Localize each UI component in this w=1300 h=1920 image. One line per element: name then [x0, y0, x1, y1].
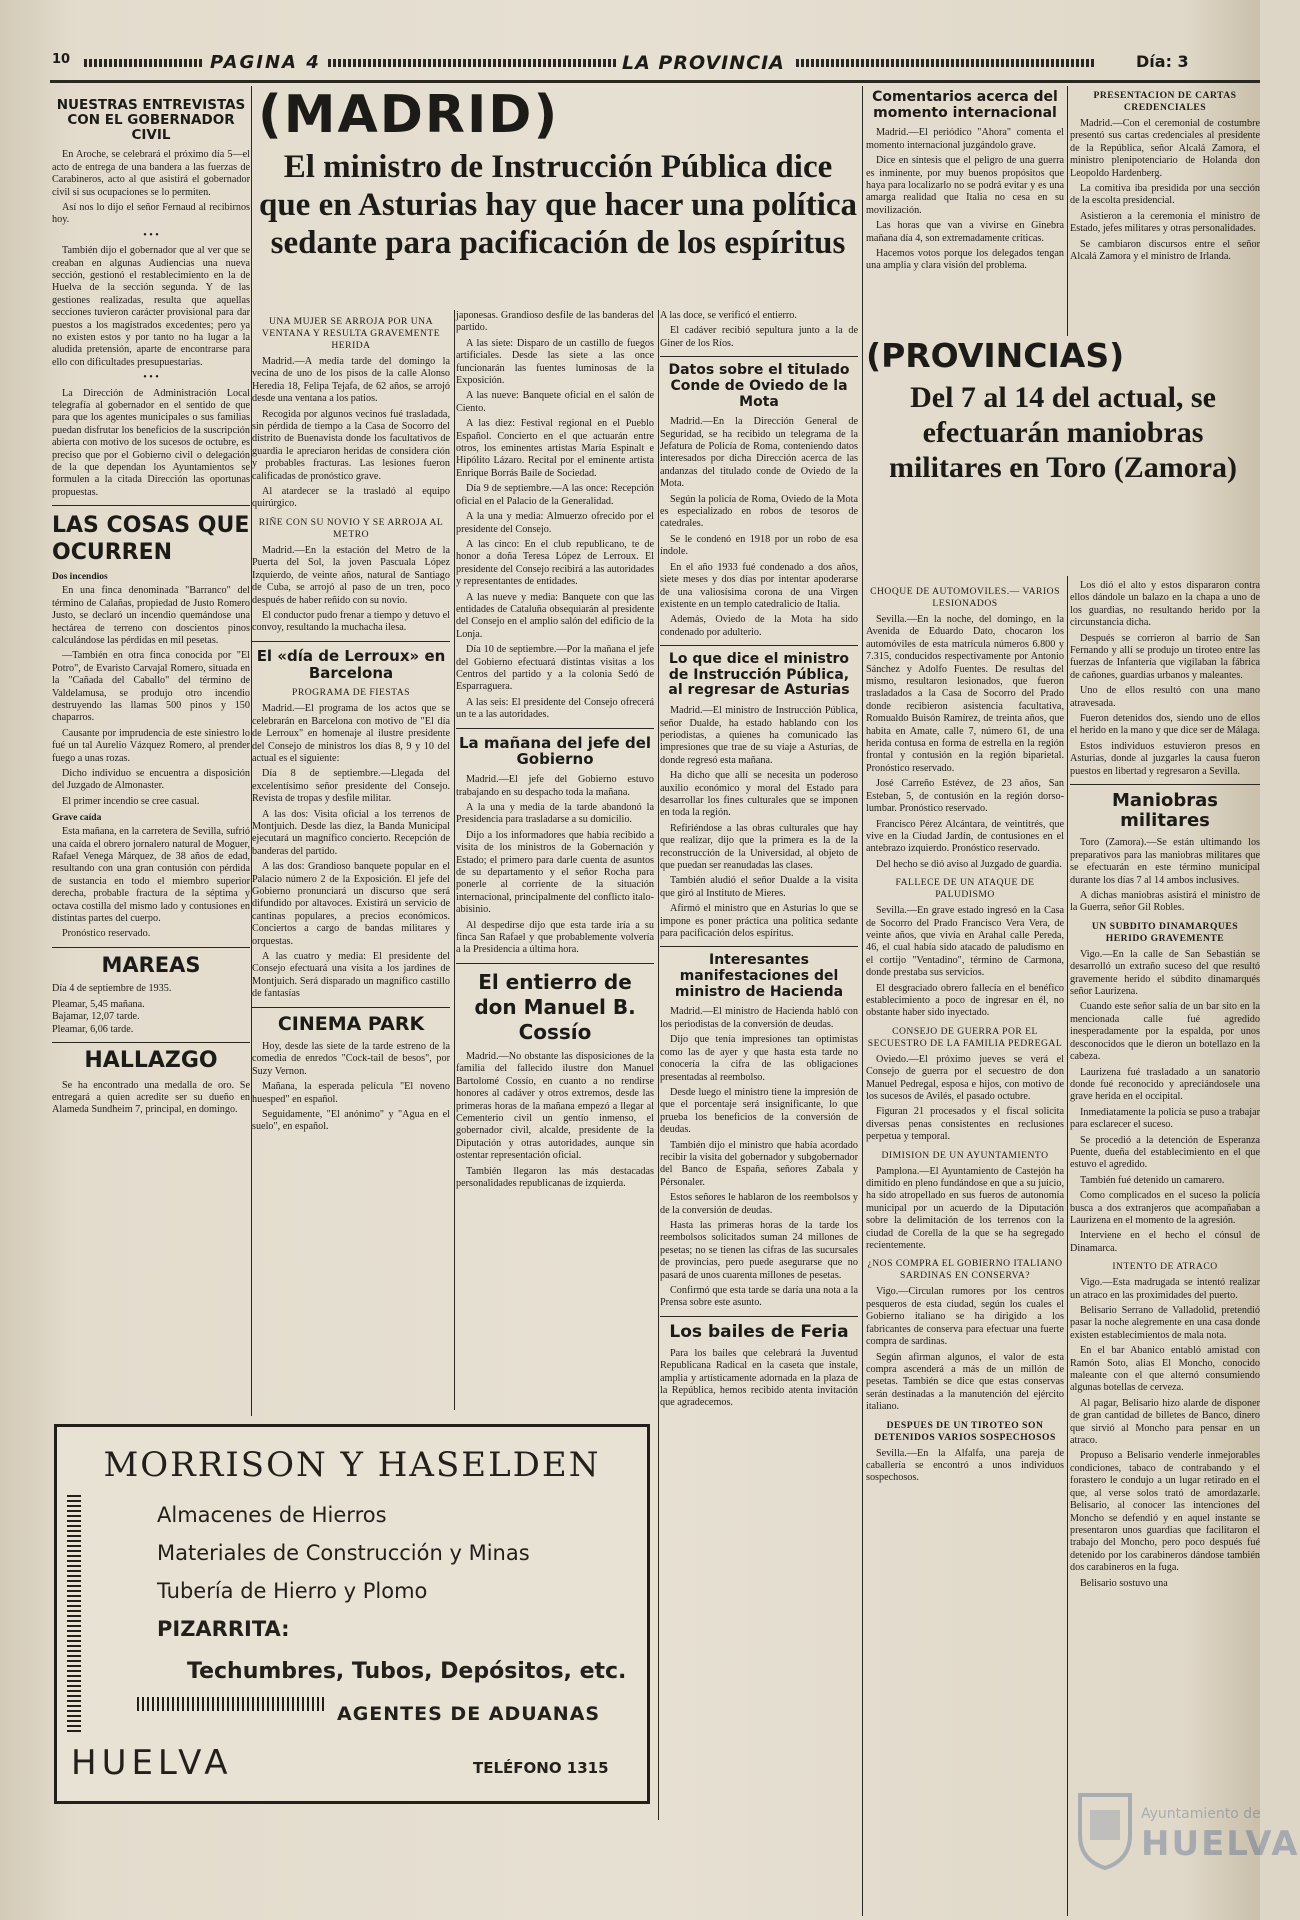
- section-title-mareas: MAREAS: [101, 952, 201, 977]
- paragraph: Oviedo.—El próximo jueves se verá el Consejo de guerra por el secuestro de don Manuel Pedregal, esposa e hijos, con motivo de los sucesos de Avilés, el pasado octubre.: [866, 1053, 1064, 1102]
- paragraph: Madrid.—El programa de los actos que se celebrarán en Barcelona con motivo de "El día de Lerroux" en homenaje al ilustre presidente del Consejo de ministros los días 8, 9 y 10 del actual es el siguiente:: [252, 703, 450, 764]
- column-2: [252, 310, 450, 1410]
- paragraph: Seguidamente, "El anónimo" y "Agua en el suelo", en español.: [252, 1108, 450, 1133]
- paragraph: Además, Oviedo de la Mota ha sido condenado por adulterio.: [660, 614, 858, 638]
- paragraph: A las dos: Visita oficial a los terrenos de Montjuich. Desde las diez, la Banda Municipal ejecutará un magnífico concierto. Recepción de banderas del partido.: [252, 808, 450, 857]
- paragraph: Propuso a Belisario venderle inmejorables condiciones, tabaco de contrabando y el forastero le condujo a un lugar retirado en el que, al verse solos trató de amordazarle. Belisario, al conocer las intenciones del Moncho se defendió y en aquel instante se presentaron unos guardias que facilitaron el trabajo del Moncho, pero poco después fué detenido por los carabineros dándose también dos carabineros en la fuga.: [1070, 1450, 1260, 1574]
- headline-lerroux: El «día de Lerroux» en Barcelona: [256, 646, 446, 682]
- paragraph: También llegaron las más destacadas personalidades republicanas de izquierda.: [456, 1165, 654, 1189]
- paragraph: A las nueve y media: Banquete con que las entidades de Cataluña obsequiarán al presidente del Consejo en el amplio salón del edificio de la Lonja.: [456, 591, 654, 640]
- paragraph: Interviene en el hecho el cónsul de Dinamarca.: [1070, 1230, 1260, 1254]
- paragraph: Se ha encontrado una medalla de oro. Se entregará a quien acredite ser su dueño en Alameda Sundheim 7, principal, en domingo.: [52, 1079, 250, 1116]
- paragraph: Dijo a los informadores que había recibido a visita de los ministros de la Gobernación y Estado; el primero para darle cuenta de asuntos de su departamento y el señor Rocha para ponerle al corriente de la situación internacional, principalmente del conflicto italo-abisinio.: [456, 829, 654, 916]
- paragraph: Vigo.—En la calle de San Sebastián se desarrolló un extraño suceso del que resultó gravemente herido el súbdito dinamarqués señor Laurizena.: [1070, 948, 1260, 998]
- column-rule: [862, 86, 863, 1916]
- headline-cinema: CINEMA PARK: [277, 1012, 425, 1035]
- paragraph: Refiriéndose a las obras culturales que hay que realizar, dijo que la primera es la de la reconstrucción de la Universidad, al objeto de que puedan ser reanudadas las clases.: [660, 822, 858, 872]
- divider: [456, 728, 654, 729]
- paragraph: José Carreño Estévez, de 23 años, San Esteban, 5, de contusión en la región dorso-lumbar. Pronóstico reservado.: [866, 778, 1064, 815]
- paragraph: Pronóstico reservado.: [62, 928, 151, 940]
- paragraph: Laurizena fué trasladado a un sanatorio donde fué reconocido y apreciándosele una grave herida en el occipital.: [1070, 1066, 1260, 1103]
- paragraph: Francisco Pérez Alcántara, de veintitrés, que vive en la Ciudad Jardín, de contusiones en el antebrazo izquierdo. Pronóstico reservado.: [866, 818, 1064, 855]
- paragraph: Sevilla.—En la noche, del domingo, en la Avenida de Eduardo Dato, chocaron los automóviles de esta matrícula números 6.800 y 7.315, conducidos respectivamente por Antonio Sánchez y Adolfo Fuentes. De resultas del mismo, resultaron lesionados, que fueron trasladados a la Casa de Socorro del Prado donde recibieron asistencia facultativa, Romualdo Buisón Ramírez, de treinta años, que habita en Amate, calle 7, número 61, de una herida contusa en forma de estrella en la región frontal y contusión en la región biparietal. Pronóstico reservado.: [866, 614, 1064, 774]
- paragraph: Según la policía de Roma, Oviedo de la Mota es especializado en robos de tesoros de catedrales.: [660, 493, 858, 530]
- paragraph: Sevilla.—En la Alfalfa, una pareja de caballería se encontró a unos individuos sospechosos.: [866, 1447, 1064, 1484]
- paragraph: Dice en síntesis que el peligro de una guerra es inminente, por muy buenos propósitos que haya para localizarlo no se podrá evitar y es una amarga realidad que Italia no cesa en su movilización.: [866, 155, 1064, 216]
- section-title-cosas: LAS COSAS QUE OCURREN: [52, 513, 250, 566]
- paragraph: En el bar Abanico entabló amistad con Ramón Soto, alias El Moncho, conocido maleante con el que alternó consumiendo algunas botellas de cerveza.: [1070, 1345, 1260, 1394]
- divider: [660, 1316, 858, 1317]
- paragraph: Día 10 de septiembre.—Por la mañana el jefe del Gobierno efectuará distintas visitas a los Centros del partido y a la colonia Sedó de Esparraguera.: [456, 644, 654, 693]
- paragraph: El desgraciado obrero fallecía en el benéfico establecimiento a poco de ingresar en él, no obstante haber sido inyectado.: [866, 982, 1064, 1019]
- paragraph: También aludió el señor Dualde a la visita que giró al Instituto de Mieres.: [660, 875, 858, 899]
- column-rule: [658, 310, 659, 1820]
- paragraph: Toro (Zamora).—Se están ultimando los preparativos para las maniobras militares que se efectuarán en este término municipal durante los días 7 al 14 ambos inclusives.: [1070, 837, 1260, 886]
- divider: [52, 1042, 250, 1043]
- subhead-paludismo: FALLECE DE UN ATAQUE DE PALUDISMO: [895, 877, 1035, 901]
- paragraph: Inmediatamente la policía se puso a trabajar para esclarecer el suceso.: [1070, 1106, 1260, 1131]
- madrid-banner: [258, 86, 858, 306]
- section-title-hallazgo: HALLAZGO: [84, 1048, 218, 1073]
- subhead-consejo: CONSEJO DE GUERRA POR EL SECUESTRO DE LA FAMILIA PEDREGAL: [867, 1025, 1063, 1049]
- paragraph: Ha dicho que allí se necesita un poderoso auxilio económico y moral del Estado para desarrollar los fines culturales que se imponen en toda la región.: [660, 770, 858, 819]
- subhead-mujer: UNA MUJER SE ARROJA POR UNA VENTANA Y RESULTA GRAVEMENTE HERIDA: [261, 316, 441, 351]
- paragraph: Madrid.—El periódico "Ahora" comenta el momento internacional juzgándolo grave.: [866, 127, 1064, 151]
- paragraph: Las horas que van a vivirse en Ginebra mañana día 4, son extremadamente críticas.: [866, 220, 1064, 244]
- subhead-dimision: DIMISION DE UN AYUNTAMIENTO: [881, 1149, 1049, 1161]
- subhead-caida: Grave caída: [52, 813, 102, 824]
- paragraph: Madrid.—No obstante las disposiciones de la familia del fallecido ilustre don Manuel Bartolomé Cossío, en cuanto a no rendirse honores al cadáver y otros extremos, desde las primeras horas de la mañana empezó a llegar al Cementerio civil un gentío inmenso, el gobernador civil, alcalde, presidente de la Diputación y otras autoridades, aunque sin ostentar representación oficial.: [456, 1050, 654, 1162]
- masthead-ornament-right: [796, 59, 1096, 67]
- column-5-top: [866, 84, 1064, 334]
- paragraph: Mañana, la esperada película "El noveno huesped" en español.: [252, 1081, 450, 1105]
- divider: [456, 963, 654, 964]
- page-number: 10: [52, 52, 71, 67]
- paragraph: Día 9 de septiembre.—A las once: Recepción oficial en el Palacio de la Generalidad.: [456, 483, 654, 507]
- paragraph: Para los bailes que celebrará la Juventud Republicana Radical en la caseta que instale, amplia y artísticamente adornada en la plaza de la República, hemos recibido atenta invitación que agradecemos.: [660, 1347, 858, 1409]
- subhead-programa: PROGRAMA DE FIESTAS: [291, 687, 410, 699]
- paragraph: Sevilla.—En grave estado ingresó en la Casa de Socorro del Prado Francisco Vera Vera, de veinte años, que vivía en Arahal calle Pereda, 46, el cual había sido atacado de paludismo en el cortijo "Ventadino", término de Carmona, donde prestaba sus servicios.: [866, 905, 1064, 979]
- paragraph: Belisario Serrano de Valladolid, pretendió pasar la noche alegremente en una casa donde existen establecimientos de mala nota.: [1070, 1305, 1260, 1341]
- paragraph: Madrid.—Con el ceremonial de costumbre presentó sus cartas credenciales al presidente de la República, señor Alcalá Zamora, el ministro plenipotenciario de Holanda don Leopoldo Hardenberg.: [1070, 118, 1260, 179]
- column-rule: [454, 310, 455, 1410]
- subhead-sardinas: ¿NOS COMPRA EL GOBIERNO ITALIANO SARDINAS EN CONSERVA?: [867, 1258, 1063, 1282]
- ad-phone: TELÉFONO 1315: [473, 1759, 609, 1777]
- masthead-rule: [50, 80, 1260, 83]
- paragraph: Vigo.—Circulan rumores por los centros pesqueros de esta ciudad, según los cuales el Gobierno italiano se ha dirigido a los fabricantes de conserva para efectuar una fuerte compra de sardinas.: [866, 1286, 1064, 1348]
- tide-line: Pleamar, 6,06 tarde.: [52, 1023, 134, 1035]
- paragraph: Hasta las primeras horas de la tarde los reembolsos solicitados suman 24 millones de pesetas; no se tienen las cifras de las sucursales de provincias, pero puede asegurarse que no pasará de unos cuarenta millones de pesetas.: [660, 1219, 858, 1281]
- paragraph: Los dió el alto y estos dispararon contra ellos dándole un balazo en la chapa a uno de los guardias, no resultando herido por la circunstancia dicha.: [1070, 580, 1260, 629]
- paragraph: A las siete: Disparo de un castillo de fuegos artificiales. Desde las siete a las once funcionarán las fuentes luminosas de la Exposición.: [456, 337, 654, 387]
- paragraph: Estos individuos estuvieron presos en Asturias, donde al juzgarles la causa fueron puestos en libertad y regresaron a Sevilla.: [1070, 740, 1260, 777]
- paragraph: Del hecho se dió aviso al Juzgado de guardia.: [876, 858, 1062, 870]
- watermark-line1: Ayuntamiento de: [1141, 1806, 1261, 1822]
- paragraph: Esta mañana, en la carretera de Sevilla, sufrió una caída el obrero jornalero natural de Moguer, Rafael Venega Márquez, de 38 años de edad, resultando con una gran contusión con pérdida de sustancia en todo el miembro superior derecha, probable fractura de la séptima y octava costilla del mismo lado y contusiones en distintas partes del cuerpo.: [52, 826, 250, 925]
- paragraph: A las diez: Festival regional en el Pueblo Español. Concierto en el que actuarán entre otros, los eminentes artistas María Espinalt e Hipólito Lázaro. Recital por el eminente artista Enrique Borrás Baile de Sociedad.: [456, 418, 654, 479]
- paragraph: También dijo el gobernador que al ver que se creaban en algunas Audiencias una nueva sección, gestionó el restablecimiento en la de Huelva de la sección segunda. Y de las gestiones realizadas, resulta que aquellas secciones tuvieron carácter provisional para dar puestos a los magistrados excedentes; pero ya no existen estos y por tanto no ha lugar a la aludida pretensión, aparte de encontrarse para ello con dificultades presupuestarias.: [52, 245, 250, 368]
- paragraph: El cadáver recibió sepultura junto a la de Giner de los Ríos.: [660, 325, 858, 349]
- subhead-tiroteo: DESPUES DE UN TIROTEO SON DETENIDOS VARIOS SOSPECHOSOS: [874, 1419, 1056, 1443]
- paragraph: El conductor pudo frenar a tiempo y detuvo el convoy, resultando la muchacha ilesa.: [252, 609, 450, 634]
- column-6: [1070, 580, 1260, 1770]
- paragraph: Al despedirse dijo que esta tarde iría a su finca San Rafael y que probablemente volvería a la Presidencia a última hora.: [456, 919, 654, 956]
- paragraph: Según afirman algunos, el valor de esta compra ascenderá a más de un millón de pesetas. También se dice que estas conservas serán destinadas a la manutención del ejército italiano.: [866, 1351, 1064, 1413]
- paragraph: Asistieron a la ceremonia el ministro de Estado, jefes militares y otras personalidades.: [1070, 210, 1260, 235]
- ad-company: MORRISON Y HASELDEN: [103, 1445, 601, 1485]
- paragraph: Se cambiaron discursos entre el señor Alcalá Zamora y el ministro de Irlanda.: [1070, 238, 1260, 263]
- tide-line: Día 4 de septiembre de 1935.: [52, 983, 172, 995]
- headline-entrevistas: NUESTRAS ENTREVISTAS CON EL GOBERNADOR CIVIL: [56, 97, 246, 144]
- paragraph: —También en otra finca conocida por "El Potro", de Evaristo Carvajal Romero, situada en la "Cañada del Caballo" del término de Valdelamusa, se produjo otro incendio destruyendo las llamas 500 pinos y 150 chaparros.: [52, 650, 250, 724]
- paragraph: Estos señores le hablaron de los reembolsos y de la conversión de deudas.: [660, 1192, 858, 1216]
- column-5: [866, 580, 1064, 1915]
- paragraph: En una finca denominada "Barranco" del término de Calañas, propiedad de Justo Romero Justo, se declaró un incendio quemándose una hectárea de terreno con doscientos pinos calculándose las pérdidas en mil pesetas.: [52, 585, 250, 646]
- paragraph: Pamplona.—El Ayuntamiento de Castejón ha dimitido en pleno fundándose en que a su juicio, ha sido atropellado en sus fueros de autonomía municipal por un acuerdo de la Diputación sobre la delimitación de los terrenos con la ciudad de Corella de la que se ha segregado recientemente.: [866, 1165, 1064, 1252]
- paragraph: Dijo que tenía impresiones tan optimistas como las de ayer y que hasta esta tarde no conocería la cifra de las obligaciones presentadas al reembolso.: [660, 1034, 858, 1083]
- column-4: [660, 310, 858, 1820]
- subhead-credenciales: PRESENTACION DE CARTAS CREDENCIALES: [1093, 90, 1237, 113]
- page-label: PAGINA 4: [210, 52, 321, 73]
- paragraph: A la una y media de la tarde abandonó la Presidencia para trasladarse a su domicilio.: [456, 802, 654, 826]
- tide-line: Pleamar, 5,45 mañana.: [52, 998, 145, 1010]
- paragraph: Madrid.—El ministro de Instrucción Pública, señor Dualde, ha estado hablando con los periodistas, a quienes ha comunicado las impresiones que trae de su viaje a Asturias, de donde regresó esta mañana.: [660, 705, 858, 766]
- paragraph: Después se corrieron al barrio de San Fernando y allí se produjo un tiroteo entre las fuerzas de Infantería que vigilaban la fábrica de cañones, guardias urbanos y maleantes.: [1070, 632, 1260, 681]
- paragraph: A las dos: Grandioso banquete popular en el Palacio número 2 de la Exposición. El jefe del Gobierno pronunciará un discurso que será difundido por altavoces. Existirá un servicio de cantinas populares, a precios económicos. Conciertos a cargo de bandas militares y orquestas.: [252, 861, 450, 947]
- masthead-ornament-left: [84, 59, 204, 67]
- divider: [52, 947, 250, 948]
- column-3: [456, 310, 654, 1410]
- paragraph: Día 8 de septiembre.—Llegada del excelentísimo señor presidente del Consejo. Revista de tropas y desfile militar.: [252, 768, 450, 805]
- paragraph: Confirmó que esta tarde se daría una nota a la Prensa sobre este asunto.: [660, 1285, 858, 1309]
- paragraph: Madrid.—El ministro de Hacienda habló con los periodistas de la conversión de deudas.: [660, 1006, 858, 1030]
- provincias-tag: (PROVINCIAS): [866, 336, 1125, 375]
- masthead-ornament-center-left: [328, 59, 618, 67]
- paragraph: También dijo el ministro que había acordado recibir la visita del gobernador y subgobernador del Banco de España, señores Zabala y Pérsonaler.: [660, 1139, 858, 1188]
- paragraph: Dicho individuo se encuentra a disposición del Juzgado de Almonaster.: [52, 767, 250, 792]
- paragraph: Cuando este señor salía de un bar sito en la mencionada calle fué agredido inesperadamente por la espalda, por unos desconocidos que le dieron un botellazo en la cabeza.: [1070, 1001, 1260, 1063]
- subhead-automoviles: CHOQUE DE AUTOMOVILES.— VARIOS LESIONADOS: [870, 586, 1060, 609]
- divider: [660, 645, 858, 646]
- paragraph: A las seis: El presidente del Consejo ofrecerá un te a las autoridades.: [456, 696, 654, 721]
- archive-watermark: [1075, 1770, 1300, 1910]
- paragraph: Se procedió a la detención de Esperanza Puente, dueña del establecimiento en el que estuvo el agredido.: [1070, 1134, 1260, 1171]
- separator: • • •: [143, 372, 159, 384]
- ad-line-materiales: Materiales de Construcción y Minas: [157, 1541, 530, 1565]
- headline-jefe: La mañana del jefe del Gobierno: [458, 733, 652, 769]
- masthead: [50, 52, 1260, 78]
- paragraph: Madrid.—El jefe del Gobierno estuvo trabajando en su despacho toda la mañana.: [456, 774, 654, 798]
- paragraph: También fué detenido un camarero.: [1080, 1174, 1225, 1186]
- headline-hacienda: Interesantes manifestaciones del ministro de Hacienda: [674, 952, 844, 1000]
- day-label: Día: 3: [1136, 52, 1189, 71]
- headline-dice: Lo que dice el ministro de Instrucción Pública, al regresar de Asturias: [668, 651, 850, 699]
- paragraph: Al pagar, Belisario hizo alarde de disponer de gran cantidad de billetes de Banco, dinero que sirvió al Moncho para pensar en un atraco.: [1070, 1397, 1260, 1447]
- paragraph: Al atardecer se la trasladó al equipo quirúrgico.: [252, 486, 450, 510]
- paragraph: Madrid.—A media tarde del domingo la vecina de uno de los pisos de la calle Alonso Heredia 18, Felipa Tejafa, de 62 años, se arrojó desde una ventana a los patios.: [252, 356, 450, 405]
- headline-mota: Datos sobre el titulado Conde de Oviedo de la Mota: [668, 362, 850, 410]
- paragraph: A las doce, se verificó el entierro.: [660, 310, 797, 321]
- advertisement-morrison: [54, 1424, 650, 1804]
- subhead-atraco: INTENTO DE ATRACO: [1112, 1261, 1218, 1273]
- headline-bailes: Los bailes de Feria: [669, 1321, 849, 1342]
- paragraph: A la una y media: Almuerzo ofrecido por el presidente del Consejo.: [456, 511, 654, 535]
- column-1: [52, 84, 250, 1420]
- paragraph: A las nueve: Banquete oficial en el salón de Ciento.: [456, 390, 654, 414]
- paragraph: Causante por imprudencia de este siniestro lo fué un tal Aurelio Vázquez Romero, al prender fuego a unas rozas.: [52, 727, 250, 764]
- ad-line-techumbres: Techumbres, Tubos, Depósitos, etc.: [187, 1659, 627, 1684]
- paragraph: En Aroche, se celebrará el próximo día 5—el acto de entrega de una bandera a las fuerzas de Carabineros, acto al que asistirá el gobernador civil si sus ocupaciones se lo permiten.: [52, 149, 250, 198]
- subhead-incendios: Dos incendios: [52, 572, 108, 583]
- headline-cossio: El entierro de don Manuel B. Cossío: [474, 969, 636, 1044]
- paragraph: Vigo.—Esta madrugada se intentó realizar un atraco en las proximidades del puerto.: [1070, 1277, 1260, 1301]
- paragraph: Figuran 21 procesados y el fiscal solicita diversas penas consistentes en reclusiones perpetua y temporal.: [866, 1106, 1064, 1143]
- tide-line: Bajamar, 12,07 tarde.: [52, 1011, 140, 1023]
- paragraph: Como complicados en el suceso la policía busca a dos extranjeros que acompañaban a Laurizena en el momento de la agresión.: [1070, 1190, 1260, 1226]
- ad-line-aduanas: AGENTES DE ADUANAS: [337, 1703, 601, 1725]
- ad-ornament-line: [137, 1697, 327, 1711]
- shield-icon: [1075, 1790, 1135, 1870]
- paragraph: En el año 1933 fué condenado a dos años, siete meses y dos días por intentar apoderarse de una valiosísima corona de una Virgen existente en un templo catedralicio de Italia.: [660, 561, 858, 610]
- ad-line-pizarrita: PIZARRITA:: [157, 1617, 290, 1641]
- paragraph: Hoy, desde las siete de la tarde estreno de la comedia de enredos "Cock-tail de besos", por Suzy Vernon.: [252, 1040, 450, 1077]
- paragraph: Madrid.—En la estación del Metro de la Puerta del Sol, la joven Pascuala López Izquierdo, de veinte años, natural de Santiago de Cuba, se arrojó al paso de un tren, poco después de haber reñido con su novio.: [252, 544, 450, 606]
- paragraph: Fueron detenidos dos, siendo uno de ellos el herido en la mano y que dice ser de Málaga.: [1070, 713, 1260, 737]
- separator: • • •: [143, 229, 159, 241]
- ad-line-hierros: Almacenes de Hierros: [157, 1503, 387, 1527]
- paragraph: La comitiva iba presidida por una sección de la escolta presidencial.: [1070, 183, 1260, 207]
- provincias-banner: [866, 336, 1260, 576]
- paragraph: A las cinco: En el club republicano, te de honor a doña Teresa López de Lerroux. El presidente del Consejo recibirá a las autoridades y representantes de entidades.: [456, 538, 654, 588]
- paragraph: Belisario sostuvo una: [1080, 1577, 1168, 1589]
- paragraph: A las cuatro y media: El presidente del Consejo efectuará una visita a los jardines de Montjuich. Será disparado un magnífico castillo de fantasías: [252, 951, 450, 1000]
- watermark-line2: HUELVA: [1141, 1824, 1300, 1864]
- paragraph: La Dirección de Administración Local telegrafía al gobernador en el sentido de que para que los agentes municipales o sus familias puedan disfrutar los beneficios de la suscripción abierta con motivo de los sucesos de octubre, es preciso que por el Gobierno civil o delegación de la que dependan los Ayuntamientos se formulen a la citada Dirección las oportunas propuestas.: [52, 387, 250, 498]
- paragraph: Hacemos votos porque los delegados tengan una amplia y clara visión del problema.: [866, 248, 1064, 272]
- paragraph: Desde luego el ministro tiene la impresión de que el porcentaje será insignificante, lo que prueba los beneficios de la conversión de deudas.: [660, 1086, 858, 1136]
- column-rule: [1067, 576, 1068, 1916]
- paragraph: Uno de ellos resultó con una mano atravesada.: [1070, 685, 1260, 709]
- divider: [660, 946, 858, 947]
- headline-comentarios: Comentarios acerca del momento internacional: [872, 89, 1058, 121]
- paragraph: Afirmó el ministro que en Asturias lo que se impone es poner práctica una política sedante para pacificación delos espíritus.: [660, 903, 858, 940]
- ad-city: HUELVA: [71, 1743, 233, 1783]
- ad-ornament-bars: [67, 1495, 81, 1735]
- madrid-tag: (MADRID): [258, 85, 560, 145]
- column-6-top: [1070, 84, 1260, 332]
- subhead-novio: RIÑE CON SU NOVIO Y SE ARROJA AL METRO: [258, 516, 444, 540]
- paragraph: Recogida por algunos vecinos fué trasladada, sin pérdida de tiempo a la Casa de Socorro del distrito de Buenavista donde los facultativos de guardia le apreciaron heridas de considera ción y probables fracturas. Las lesiones fueron calificadas de pronóstico grave.: [252, 408, 450, 482]
- divider: [252, 1007, 450, 1008]
- column-rule: [1067, 86, 1068, 336]
- subhead-subdito: UN SUBDITO DINAMARQUES HERIDO GRAVEMENTE: [1091, 920, 1239, 944]
- paragraph: Se le condenó en 1918 por un robo de esa índole.: [660, 533, 858, 558]
- paragraph: El primer incendio se cree casual.: [62, 795, 200, 807]
- paragraph: Madrid.—En la Dirección General de Seguridad, se ha recibido un telegrama de la Jefatura de Policía de Roma, conteniendo datos interesados por dicha Dirección acerca de las andanzas del titulado conde de Oviedo de la Mota.: [660, 416, 858, 490]
- divider: [660, 356, 858, 357]
- paper-name: LA PROVINCIA: [622, 52, 785, 74]
- divider: [252, 641, 450, 642]
- divider: [1070, 784, 1260, 785]
- headline-maniobras: Maniobras militares: [1111, 790, 1219, 832]
- paragraph: Así nos lo dijo el señor Fernaud al recibirnos hoy.: [52, 201, 250, 226]
- madrid-headline: El ministro de Instrucción Pública dice que en Asturias hay que hacer una política sedante para pacificación de los espíritus: [258, 149, 858, 261]
- paragraph: A dichas maniobras asistirá el ministro de la Guerra, señor Gil Robles.: [1070, 890, 1260, 914]
- divider: [52, 505, 250, 506]
- paragraph: japonesas. Grandioso desfile de las banderas del partido.: [456, 310, 654, 334]
- provincias-headline: Del 7 al 14 del actual, se efectuarán maniobras militares en Toro (Zamora): [888, 381, 1238, 484]
- ad-line-tuberia: Tubería de Hierro y Plomo: [157, 1579, 428, 1603]
